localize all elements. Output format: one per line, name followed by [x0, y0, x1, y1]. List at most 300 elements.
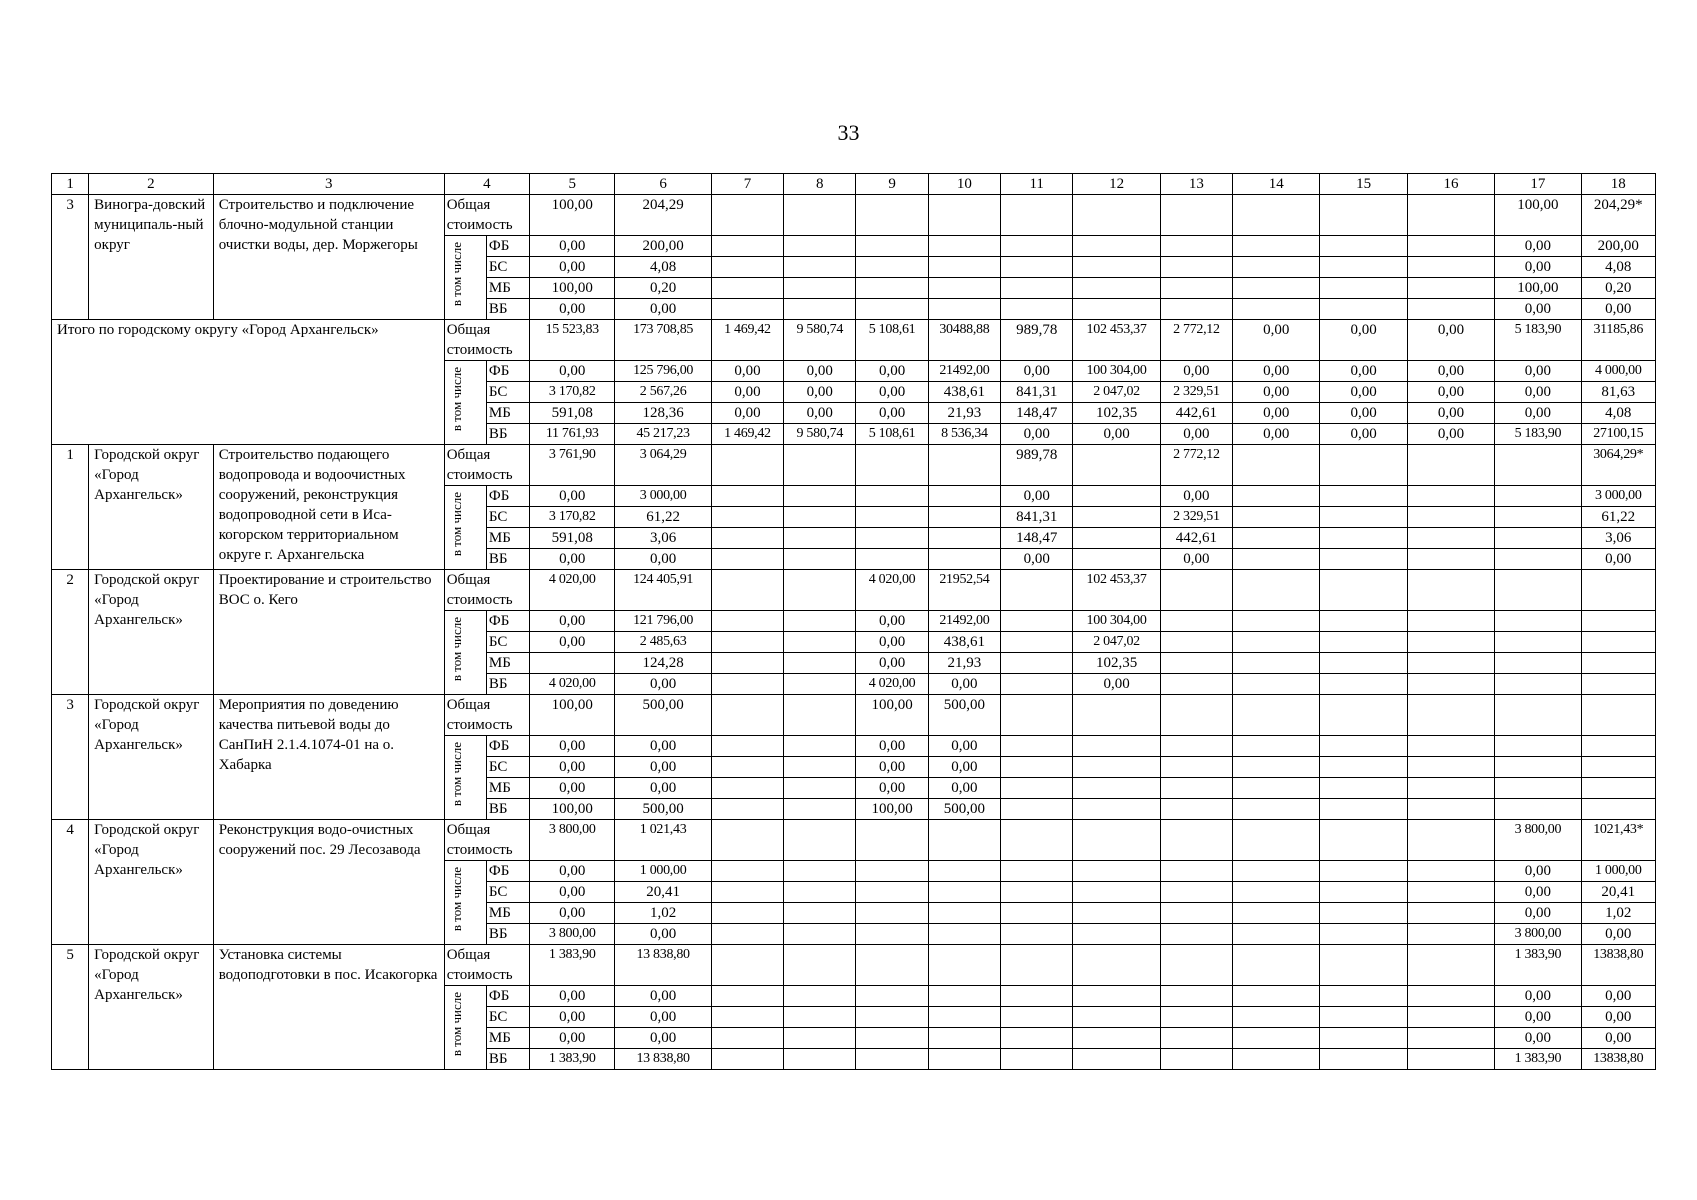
fund-value-col-8: [784, 1028, 856, 1049]
total-cost-label: Общая стоимость: [444, 195, 529, 236]
fund-value-col-14: [1233, 653, 1320, 674]
fund-value-col-6: 3,06: [615, 528, 711, 549]
total-value-col-8: [784, 195, 856, 236]
total-value-col-7: 1 469,42: [711, 320, 783, 361]
including-label-text: в том числе: [449, 492, 465, 557]
fund-value-col-7: [711, 278, 783, 299]
total-value-col-17: 100,00: [1495, 195, 1581, 236]
fund-value-col-9: 5 108,61: [856, 424, 928, 445]
summary-title: Итого по городскому округу «Город Архангельск»: [52, 320, 445, 445]
fund-value-col-8: [784, 486, 856, 507]
fund-code: МБ: [486, 528, 529, 549]
column-number-14: 14: [1233, 174, 1320, 195]
fund-value-col-11: 0,00: [1001, 361, 1073, 382]
fund-value-col-15: [1320, 924, 1407, 945]
fund-value-col-12: [1073, 486, 1160, 507]
fund-value-col-12: 100 304,00: [1073, 611, 1160, 632]
total-value-col-16: 0,00: [1407, 320, 1494, 361]
fund-value-col-9: 0,00: [856, 632, 928, 653]
fund-value-col-14: [1233, 757, 1320, 778]
fund-value-col-6: 1,02: [615, 903, 711, 924]
fund-value-col-6: 0,20: [615, 278, 711, 299]
fund-value-col-11: [1001, 299, 1073, 320]
fund-value-col-18: 27100,15: [1581, 424, 1655, 445]
fund-value-col-10: 438,61: [928, 632, 1000, 653]
fund-value-col-10: [928, 1028, 1000, 1049]
fund-value-col-6: 124,28: [615, 653, 711, 674]
fund-value-col-8: [784, 632, 856, 653]
total-value-col-10: 500,00: [928, 695, 1000, 736]
total-value-col-10: 21952,54: [928, 570, 1000, 611]
fund-value-col-11: [1001, 674, 1073, 695]
fund-value-col-18: 0,00: [1581, 549, 1655, 570]
fund-value-col-9: 4 020,00: [856, 674, 928, 695]
fund-value-col-6: 500,00: [615, 799, 711, 820]
fund-code: БС: [486, 382, 529, 403]
fund-value-col-13: 2 329,51: [1160, 382, 1232, 403]
fund-value-col-15: 0,00: [1320, 361, 1407, 382]
total-value-col-5: 4 020,00: [530, 570, 615, 611]
fund-value-col-15: [1320, 257, 1407, 278]
total-value-col-18: 204,29*: [1581, 195, 1655, 236]
total-value-col-5: 1 383,90: [530, 945, 615, 986]
fund-value-col-9: [856, 1049, 928, 1070]
project-total-row: [52, 695, 1656, 736]
fund-value-col-14: [1233, 799, 1320, 820]
total-value-col-12: [1073, 195, 1160, 236]
fund-value-col-7: [711, 799, 783, 820]
fund-value-col-15: 0,00: [1320, 403, 1407, 424]
fund-value-col-10: [928, 528, 1000, 549]
total-value-col-14: [1233, 445, 1320, 486]
fund-value-col-5: 11 761,93: [530, 424, 615, 445]
total-value-col-8: [784, 820, 856, 861]
fund-value-col-11: [1001, 861, 1073, 882]
column-number-13: 13: [1160, 174, 1232, 195]
fund-value-col-8: [784, 611, 856, 632]
fund-value-col-12: [1073, 528, 1160, 549]
fund-value-col-18: 61,22: [1581, 507, 1655, 528]
fund-value-col-15: [1320, 486, 1407, 507]
fund-value-col-18: 81,63: [1581, 382, 1655, 403]
column-number-18: 18: [1581, 174, 1655, 195]
fund-value-col-5: 0,00: [530, 882, 615, 903]
including-label: [444, 361, 486, 445]
fund-value-col-6: 200,00: [615, 236, 711, 257]
fund-value-col-5: 100,00: [530, 278, 615, 299]
total-value-col-10: 30488,88: [928, 320, 1000, 361]
fund-value-col-15: [1320, 1007, 1407, 1028]
total-value-col-6: 173 708,85: [615, 320, 711, 361]
total-value-col-11: [1001, 195, 1073, 236]
fund-value-col-5: 4 020,00: [530, 674, 615, 695]
fund-value-col-11: [1001, 986, 1073, 1007]
fund-value-col-17: [1495, 507, 1581, 528]
fund-value-col-8: [784, 799, 856, 820]
fund-value-col-6: 2 485,63: [615, 632, 711, 653]
fund-value-col-14: [1233, 1049, 1320, 1070]
fund-value-col-10: [928, 903, 1000, 924]
fund-value-col-9: [856, 507, 928, 528]
fund-value-col-14: [1233, 903, 1320, 924]
page-number: 33: [837, 120, 860, 145]
fund-value-col-9: 0,00: [856, 757, 928, 778]
fund-value-col-14: [1233, 507, 1320, 528]
fund-code: ВБ: [486, 674, 529, 695]
total-cost-label: Общая стоимость: [444, 570, 529, 611]
fund-value-col-11: [1001, 278, 1073, 299]
fund-value-col-15: [1320, 799, 1407, 820]
fund-value-col-9: 100,00: [856, 799, 928, 820]
fund-value-col-6: 121 796,00: [615, 611, 711, 632]
total-value-col-13: [1160, 695, 1232, 736]
fund-value-col-18: [1581, 632, 1655, 653]
total-value-col-7: [711, 695, 783, 736]
fund-value-col-18: 0,20: [1581, 278, 1655, 299]
fund-value-col-13: 442,61: [1160, 403, 1232, 424]
fund-value-col-17: [1495, 757, 1581, 778]
fund-value-col-11: 0,00: [1001, 549, 1073, 570]
fund-value-col-17: 0,00: [1495, 382, 1581, 403]
fund-value-col-17: [1495, 653, 1581, 674]
fund-value-col-16: [1407, 903, 1494, 924]
fund-value-col-7: [711, 528, 783, 549]
fund-value-col-9: 0,00: [856, 653, 928, 674]
fund-value-col-18: 4 000,00: [1581, 361, 1655, 382]
fund-code: МБ: [486, 1028, 529, 1049]
fund-code: ВБ: [486, 424, 529, 445]
fund-value-col-17: 5 183,90: [1495, 424, 1581, 445]
column-number-11: 11: [1001, 174, 1073, 195]
total-value-col-8: [784, 570, 856, 611]
fund-value-col-18: 13838,80: [1581, 1049, 1655, 1070]
fund-value-col-8: [784, 257, 856, 278]
project-total-row: [52, 195, 1656, 236]
including-label-text: в том числе: [449, 867, 465, 932]
fund-value-col-6: 0,00: [615, 924, 711, 945]
fund-code: ФБ: [486, 736, 529, 757]
project-total-row: [52, 570, 1656, 611]
fund-value-col-10: [928, 986, 1000, 1007]
column-number-1: 1: [52, 174, 89, 195]
fund-code: БС: [486, 632, 529, 653]
fund-value-col-15: [1320, 986, 1407, 1007]
financing-table: [51, 173, 1656, 1070]
fund-value-col-6: 4,08: [615, 257, 711, 278]
total-cost-label: Общая стоимость: [444, 695, 529, 736]
total-value-col-17: [1495, 570, 1581, 611]
fund-value-col-12: [1073, 549, 1160, 570]
fund-value-col-13: [1160, 1049, 1232, 1070]
total-value-col-15: [1320, 945, 1407, 986]
total-value-col-9: 5 108,61: [856, 320, 928, 361]
fund-value-col-15: 0,00: [1320, 424, 1407, 445]
total-value-col-12: [1073, 695, 1160, 736]
fund-code: БС: [486, 757, 529, 778]
fund-value-col-5: 1 383,90: [530, 1049, 615, 1070]
fund-value-col-15: [1320, 757, 1407, 778]
fund-value-col-5: 3 800,00: [530, 924, 615, 945]
fund-code: ВБ: [486, 549, 529, 570]
fund-value-col-8: [784, 903, 856, 924]
fund-value-col-7: 1 469,42: [711, 424, 783, 445]
total-value-col-7: [711, 445, 783, 486]
total-value-col-9: [856, 195, 928, 236]
fund-value-col-15: [1320, 882, 1407, 903]
fund-value-col-17: [1495, 611, 1581, 632]
fund-value-col-6: 0,00: [615, 549, 711, 570]
total-value-col-13: 2 772,12: [1160, 320, 1232, 361]
fund-value-col-13: [1160, 882, 1232, 903]
fund-value-col-8: [784, 653, 856, 674]
fund-value-col-13: [1160, 924, 1232, 945]
total-value-col-9: [856, 945, 928, 986]
fund-value-col-10: [928, 882, 1000, 903]
fund-value-col-18: 200,00: [1581, 236, 1655, 257]
fund-value-col-12: [1073, 778, 1160, 799]
total-value-col-15: 0,00: [1320, 320, 1407, 361]
fund-code: МБ: [486, 778, 529, 799]
fund-value-col-10: 8 536,34: [928, 424, 1000, 445]
fund-value-col-11: [1001, 903, 1073, 924]
table-body: [52, 195, 1656, 1070]
project-name: Установка системы водоподготовки в пос. Исакогорка: [213, 945, 444, 1070]
total-value-col-17: 1 383,90: [1495, 945, 1581, 986]
fund-value-col-9: 0,00: [856, 611, 928, 632]
fund-value-col-18: 4,08: [1581, 403, 1655, 424]
total-value-col-6: 204,29: [615, 195, 711, 236]
fund-value-col-7: [711, 674, 783, 695]
fund-value-col-12: [1073, 257, 1160, 278]
fund-value-col-7: [711, 736, 783, 757]
fund-value-col-13: [1160, 278, 1232, 299]
fund-value-col-12: [1073, 1007, 1160, 1028]
total-value-col-15: [1320, 445, 1407, 486]
fund-value-col-16: [1407, 278, 1494, 299]
municipality-name: Городской округ «Город Архангельск»: [89, 945, 214, 1070]
project-name: Строительство подающего водопровода и водоочистных сооружений, реконструкция водопроводной сети в Иса-когорском территориальном округе г. Архангельска: [213, 445, 444, 570]
fund-value-col-5: 591,08: [530, 403, 615, 424]
fund-value-col-12: [1073, 799, 1160, 820]
total-value-col-15: [1320, 570, 1407, 611]
fund-value-col-18: [1581, 611, 1655, 632]
total-value-col-10: [928, 820, 1000, 861]
fund-code: ВБ: [486, 924, 529, 945]
fund-value-col-11: [1001, 778, 1073, 799]
fund-value-col-7: [711, 257, 783, 278]
column-number-5: 5: [530, 174, 615, 195]
fund-value-col-13: 442,61: [1160, 528, 1232, 549]
fund-value-col-6: 125 796,00: [615, 361, 711, 382]
total-value-col-6: 500,00: [615, 695, 711, 736]
fund-value-col-18: [1581, 778, 1655, 799]
fund-value-col-17: 0,00: [1495, 903, 1581, 924]
fund-value-col-8: [784, 1049, 856, 1070]
fund-value-col-14: [1233, 611, 1320, 632]
total-value-col-7: [711, 570, 783, 611]
including-label-text: в том числе: [449, 742, 465, 807]
fund-value-col-10: 0,00: [928, 778, 1000, 799]
fund-value-col-7: [711, 986, 783, 1007]
fund-value-col-5: 0,00: [530, 903, 615, 924]
total-value-col-10: [928, 945, 1000, 986]
fund-value-col-10: 21492,00: [928, 611, 1000, 632]
total-value-col-18: 3064,29*: [1581, 445, 1655, 486]
fund-value-col-7: [711, 236, 783, 257]
fund-value-col-5: 0,00: [530, 257, 615, 278]
fund-value-col-16: [1407, 1028, 1494, 1049]
fund-value-col-13: [1160, 1028, 1232, 1049]
fund-value-col-17: [1495, 632, 1581, 653]
fund-value-col-11: 0,00: [1001, 486, 1073, 507]
fund-value-col-8: [784, 549, 856, 570]
fund-value-col-14: [1233, 1007, 1320, 1028]
fund-value-col-11: 0,00: [1001, 424, 1073, 445]
fund-value-col-17: [1495, 674, 1581, 695]
fund-value-col-7: [711, 903, 783, 924]
fund-value-col-15: [1320, 778, 1407, 799]
fund-value-col-5: 0,00: [530, 1007, 615, 1028]
fund-value-col-10: 0,00: [928, 736, 1000, 757]
fund-value-col-13: [1160, 757, 1232, 778]
fund-value-col-17: [1495, 549, 1581, 570]
total-value-col-11: [1001, 945, 1073, 986]
fund-value-col-12: 102,35: [1073, 653, 1160, 674]
total-value-col-15: [1320, 695, 1407, 736]
fund-value-col-5: 0,00: [530, 361, 615, 382]
total-value-col-11: [1001, 695, 1073, 736]
fund-value-col-10: [928, 299, 1000, 320]
fund-value-col-14: [1233, 674, 1320, 695]
fund-value-col-7: [711, 632, 783, 653]
fund-value-col-5: 0,00: [530, 736, 615, 757]
fund-value-col-13: [1160, 799, 1232, 820]
municipality-name: Городской округ «Город Архангельск»: [89, 445, 214, 570]
fund-value-col-18: 0,00: [1581, 1028, 1655, 1049]
fund-value-col-11: [1001, 236, 1073, 257]
total-value-col-13: [1160, 195, 1232, 236]
fund-value-col-18: 4,08: [1581, 257, 1655, 278]
fund-value-col-15: [1320, 1049, 1407, 1070]
fund-value-col-11: [1001, 882, 1073, 903]
fund-value-col-12: [1073, 924, 1160, 945]
fund-value-col-13: [1160, 736, 1232, 757]
fund-value-col-6: 13 838,80: [615, 1049, 711, 1070]
fund-code: ФБ: [486, 486, 529, 507]
including-label-text: в том числе: [449, 242, 465, 307]
fund-code: МБ: [486, 903, 529, 924]
fund-value-col-12: [1073, 1049, 1160, 1070]
fund-value-col-15: 0,00: [1320, 382, 1407, 403]
fund-value-col-17: 0,00: [1495, 403, 1581, 424]
fund-value-col-15: [1320, 861, 1407, 882]
fund-value-col-8: [784, 778, 856, 799]
fund-value-col-18: [1581, 736, 1655, 757]
fund-value-col-16: [1407, 1007, 1494, 1028]
fund-value-col-16: [1407, 924, 1494, 945]
total-value-col-10: [928, 195, 1000, 236]
fund-value-col-12: [1073, 882, 1160, 903]
fund-value-col-10: [928, 1007, 1000, 1028]
fund-value-col-6: 0,00: [615, 299, 711, 320]
total-value-col-5: 3 800,00: [530, 820, 615, 861]
fund-value-col-14: [1233, 861, 1320, 882]
fund-code: МБ: [486, 278, 529, 299]
fund-value-col-9: [856, 528, 928, 549]
fund-value-col-14: [1233, 528, 1320, 549]
total-value-col-17: [1495, 445, 1581, 486]
summary-total-row: [52, 320, 1656, 361]
fund-code: БС: [486, 882, 529, 903]
total-value-col-13: [1160, 570, 1232, 611]
fund-value-col-6: 3 000,00: [615, 486, 711, 507]
fund-value-col-13: 0,00: [1160, 486, 1232, 507]
fund-code: ФБ: [486, 861, 529, 882]
fund-value-col-10: 0,00: [928, 757, 1000, 778]
total-value-col-18: 31185,86: [1581, 320, 1655, 361]
total-cost-label: Общая стоимость: [444, 320, 529, 361]
fund-value-col-7: [711, 653, 783, 674]
fund-value-col-7: [711, 1007, 783, 1028]
total-value-col-12: 102 453,37: [1073, 570, 1160, 611]
total-value-col-5: 100,00: [530, 695, 615, 736]
fund-value-col-9: [856, 1028, 928, 1049]
fund-value-col-5: 0,00: [530, 299, 615, 320]
project-name: Мероприятия по доведению качества питьевой воды до СанПиН 2.1.4.1074-01 на о. Хабарка: [213, 695, 444, 820]
project-name: Проектирование и строительство ВОС о. Кего: [213, 570, 444, 695]
fund-value-col-7: [711, 486, 783, 507]
fund-value-col-14: 0,00: [1233, 361, 1320, 382]
fund-value-col-8: 0,00: [784, 403, 856, 424]
fund-code: БС: [486, 1007, 529, 1028]
fund-value-col-14: [1233, 257, 1320, 278]
fund-value-col-9: 0,00: [856, 403, 928, 424]
project-total-row: [52, 945, 1656, 986]
fund-value-col-8: [784, 924, 856, 945]
including-label: [444, 861, 486, 945]
total-value-col-8: [784, 445, 856, 486]
fund-value-col-18: 1,02: [1581, 903, 1655, 924]
total-value-col-7: [711, 945, 783, 986]
fund-value-col-16: [1407, 632, 1494, 653]
including-label-text: в том числе: [449, 992, 465, 1057]
fund-value-col-5: 0,00: [530, 757, 615, 778]
total-value-col-14: [1233, 195, 1320, 236]
fund-value-col-13: [1160, 674, 1232, 695]
fund-value-col-9: [856, 486, 928, 507]
fund-value-col-5: 0,00: [530, 486, 615, 507]
fund-value-col-10: [928, 278, 1000, 299]
fund-value-col-14: 0,00: [1233, 424, 1320, 445]
fund-value-col-5: 3 170,82: [530, 382, 615, 403]
fund-value-col-10: 438,61: [928, 382, 1000, 403]
fund-value-col-18: 3,06: [1581, 528, 1655, 549]
fund-code: БС: [486, 507, 529, 528]
row-number: 1: [52, 445, 89, 570]
fund-value-col-16: [1407, 486, 1494, 507]
fund-value-col-9: [856, 278, 928, 299]
project-total-row: [52, 445, 1656, 486]
column-number-10: 10: [928, 174, 1000, 195]
fund-value-col-16: [1407, 674, 1494, 695]
fund-value-col-5: [530, 653, 615, 674]
column-number-8: 8: [784, 174, 856, 195]
fund-value-col-16: 0,00: [1407, 424, 1494, 445]
fund-value-col-9: 0,00: [856, 361, 928, 382]
total-value-col-7: [711, 820, 783, 861]
fund-value-col-17: 0,00: [1495, 257, 1581, 278]
total-cost-label: Общая стоимость: [444, 820, 529, 861]
